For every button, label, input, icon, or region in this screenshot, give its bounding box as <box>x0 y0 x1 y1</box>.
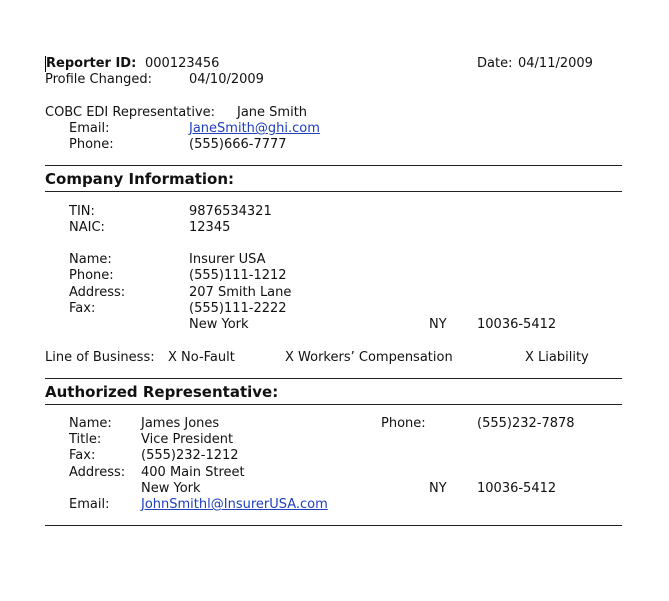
line-of-business-label: Line of Business: <box>45 350 155 365</box>
company-phone-value: (555)111-1212 <box>189 268 287 283</box>
auth-email-label: Email: <box>69 497 110 512</box>
auth-rep-heading: Authorized Representative: <box>45 383 279 401</box>
company-address-label: Address: <box>69 285 126 300</box>
cobc-rep-label: COBC EDI Representative: <box>45 105 216 120</box>
company-zip: 10036-5412 <box>477 317 557 332</box>
auth-name-label: Name: <box>69 416 112 431</box>
naic-value: 12345 <box>189 220 231 235</box>
auth-city: New York <box>141 481 201 496</box>
divider <box>45 404 622 405</box>
lob-workers-comp: X Workers’ Compensation <box>285 350 453 365</box>
naic-label: NAIC: <box>69 220 105 235</box>
profile-changed-value: 04/10/2009 <box>189 72 264 87</box>
company-state: NY <box>429 317 447 332</box>
divider <box>45 165 622 166</box>
auth-state: NY <box>429 481 447 496</box>
auth-zip: 10036-5412 <box>477 481 557 496</box>
cobc-rep-name: Jane Smith <box>237 105 308 120</box>
reporter-id-value: 000123456 <box>145 56 220 71</box>
auth-address-value: 400 Main Street <box>141 465 245 480</box>
divider <box>45 191 622 192</box>
lob-no-fault: X No-Fault <box>168 350 235 365</box>
auth-fax-value: (555)232-1212 <box>141 448 239 463</box>
tin-value: 9876534321 <box>189 204 272 219</box>
cobc-email-label: Email: <box>69 121 110 136</box>
company-city: New York <box>189 317 249 332</box>
company-address-value: 207 Smith Lane <box>189 285 292 300</box>
cobc-email-link[interactable]: JaneSmith@ghi.com <box>189 121 320 136</box>
date-label: Date: <box>477 56 513 71</box>
auth-phone-label: Phone: <box>381 416 426 431</box>
company-fax-value: (555)111-2222 <box>189 301 287 316</box>
auth-phone-value: (555)232-7878 <box>477 416 575 431</box>
lob-liability: X Liability <box>525 350 589 365</box>
divider <box>45 525 622 526</box>
divider <box>45 378 622 379</box>
company-phone-label: Phone: <box>69 268 114 283</box>
tin-label: TIN: <box>69 204 95 219</box>
company-fax-label: Fax: <box>69 301 96 316</box>
auth-fax-label: Fax: <box>69 448 96 463</box>
company-heading: Company Information: <box>45 170 235 188</box>
company-name-value: Insurer USA <box>189 252 266 267</box>
auth-address-label: Address: <box>69 465 126 480</box>
auth-title-label: Title: <box>69 432 102 447</box>
cobc-phone-label: Phone: <box>69 137 114 152</box>
company-name-label: Name: <box>69 252 112 267</box>
auth-name-value: James Jones <box>141 416 220 431</box>
auth-title-value: Vice President <box>141 432 234 447</box>
auth-email-link[interactable]: JohnSmithl@InsurerUSA.com <box>141 497 328 512</box>
date-value: 04/11/2009 <box>518 56 593 71</box>
reporter-id-label: Reporter ID: <box>46 56 137 71</box>
profile-changed-label: Profile Changed: <box>45 72 152 87</box>
cobc-phone-value: (555)666-7777 <box>189 137 287 152</box>
